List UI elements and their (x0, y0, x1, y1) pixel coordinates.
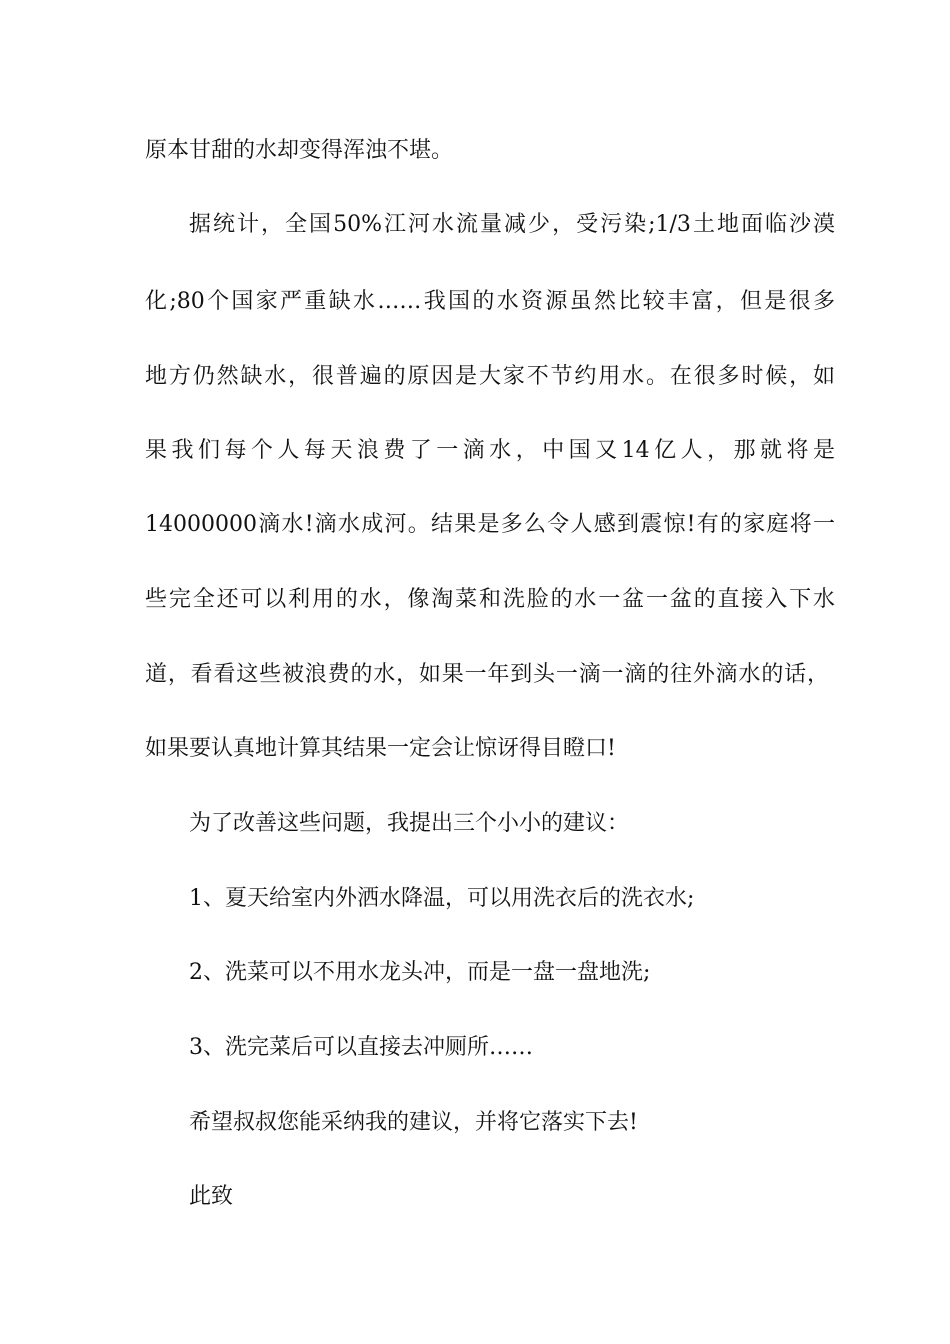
paragraph-line: 据统计，全国50%江河水流量减少，受污染;1/3土地面临沙漠 (189, 212, 835, 237)
text-line: 地方仍然缺水，很普遍的原因是大家不节约用水。在很多时候，如 (145, 364, 835, 389)
list-item: 1、夏天给室内外洒水降温，可以用洗衣后的洗衣水; (189, 886, 695, 911)
closing-line: 此致 (189, 1184, 234, 1209)
text-line: 14000000滴水!滴水成河。结果是多么令人感到震惊!有的家庭将一 (145, 512, 835, 537)
text-line: 些完全还可以利用的水，像淘菜和洗脸的水一盆一盆的直接入下水 (145, 587, 835, 612)
text-line: 道，看看这些被浪费的水，如果一年到头一滴一滴的往外滴水的话， (145, 662, 829, 687)
text-line: 化;80个国家严重缺水……我国的水资源虽然比较丰富，但是很多 (145, 289, 835, 314)
paragraph-line: 希望叔叔您能采纳我的建议，并将它落实下去! (189, 1110, 638, 1135)
list-item: 2、洗菜可以不用水龙头冲，而是一盘一盘地洗; (189, 960, 651, 985)
text-line: 果我们每个人每天浪费了一滴水，中国又14亿人，那就将是 (145, 438, 835, 463)
list-item: 3、洗完菜后可以直接去冲厕所…… (189, 1035, 533, 1060)
text-line: 原本甘甜的水却变得浑浊不堪。 (145, 138, 454, 163)
text-line: 如果要认真地计算其结果一定会让惊讶得目瞪口! (145, 736, 616, 761)
paragraph-line: 为了改善这些问题，我提出三个小小的建议： (189, 811, 630, 836)
